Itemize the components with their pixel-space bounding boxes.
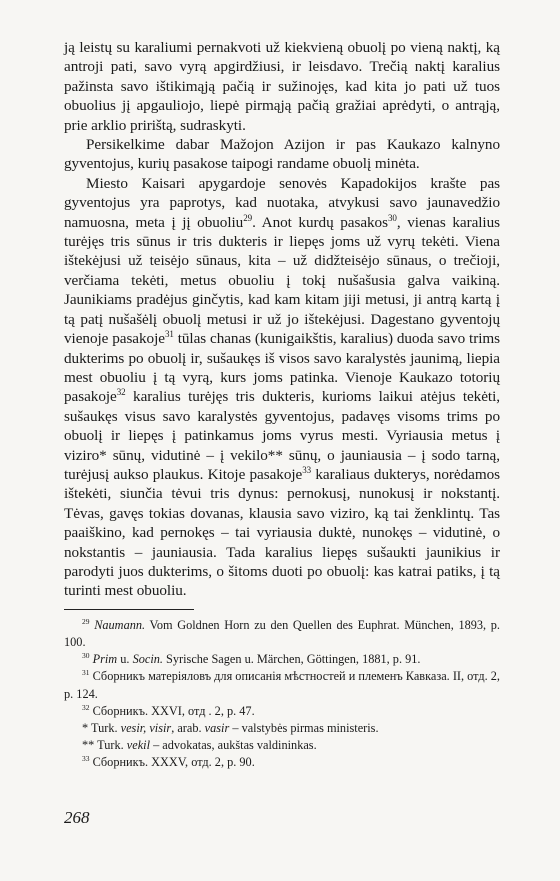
footnote-ref: 29 bbox=[82, 616, 90, 626]
text-run: Сборникъ матеріяловъ для описанія мѣстностей и племенъ Кавказа. II, отд. 2, р. 124. bbox=[64, 669, 500, 701]
text-run: Syrische Sagen u. Märchen, Göttingen, 1881, p. 91. bbox=[162, 652, 421, 667]
footnote-divider bbox=[64, 609, 194, 610]
page-number: 268 bbox=[64, 808, 90, 827]
text-run: . Anot kurdų pasakos bbox=[252, 213, 388, 231]
text-run: karalius turėjęs tris dukteris, kurioms laikui atėjus tekėti, sušaukęs visus savo karalystės gyventojus, padavęs visoms trims po obuolį ir liepęs į patinkamus joms vyrus mesti. Vyriausia metus į viziro* sūnų, vidutinė – į vekilo** sūnų, o jauniausia – į sodo tarną, turėjusį aukso plaukus. Kitoje pasakoje bbox=[64, 388, 500, 483]
footnote bbox=[64, 703, 500, 720]
footnote bbox=[64, 617, 500, 651]
text-run: , vienas karalius turėjęs tris sūnus ir tris dukteris ir liepęs joms už vyrų tekėti. Viena ištekėjusi už teisėjo sūnaus, kita – už didžteisėjo sūnaus, o trečioji, verčiama tekėti, metus obuoliu į tokį nušašusia galva vaikiną. Jaunikiams pradėjus ginčytis, kad kam kitam jiji metusi, ji antrą kartą į tą patį nušašėlį obuolį metusi ir už jo ištekėjusi. Dagestano gyventojų vienoje pasakoje bbox=[64, 213, 501, 348]
italic-text: Prim bbox=[92, 652, 118, 667]
italic-text: Naumann. bbox=[94, 617, 146, 632]
italic-text: vesir, visir bbox=[120, 721, 172, 735]
footnote bbox=[64, 737, 500, 754]
footnote bbox=[64, 720, 500, 737]
text-run: Сборникъ. XXXV, отд. 2, p. 90. bbox=[89, 755, 255, 770]
text-run: – advokatas, aukštas valdininkas. bbox=[150, 738, 317, 753]
italic-text: vekil bbox=[126, 738, 150, 753]
text-run: Persikelkime dabar Mažojon Azijon ir pas Kaukazo kalnyno gyventojus, kurių pasakose taipogi randame obuolį minėta. bbox=[64, 136, 500, 173]
footnote bbox=[64, 651, 500, 668]
footnote-ref: 30 bbox=[387, 212, 397, 223]
text-run: Miesto Kaisari apygardoje senovės Kapadokijos krašte pas gyventojus yra paprotys, kad nuotaka, atvykusi savo jaunavedžio namuosna, meta į jį obuoliu bbox=[64, 174, 500, 231]
main-text bbox=[64, 38, 500, 601]
text-run: Vom Goldnen Horn zu den Quellen des Euphrat. München, 1893, p. 100. bbox=[64, 617, 501, 649]
footnote-ref: 30 bbox=[82, 651, 90, 661]
footnote-ref: 32 bbox=[82, 702, 90, 712]
footnotes bbox=[64, 617, 500, 772]
footnote-ref: 32 bbox=[116, 387, 126, 398]
text-run: tūlas chanas (kunigaikštis, karalius) duoda savo trims dukterims po obuolį ir, sušaukęs iš visos savo karalystės jaunimą, liepia mest obuoliu į tą vyrą, kurs joms patinka. Vienoje Kaukazo totorių pasakoje bbox=[64, 330, 501, 406]
paragraph bbox=[64, 174, 500, 601]
footnote-ref: 33 bbox=[302, 464, 312, 475]
footnote-ref: 31 bbox=[82, 668, 90, 678]
text-run: ją leistų su karaliumi pernakvoti už kiekvieną obuolį po vieną naktį, ką antroji pati, savo vyrą apgirdžiusi, ir leisdavo. Trečią naktį karalius pažinsta savo ištikimąją pačią ir sužinojęs, kad kita jo pati už tuos obuolius jį apgauliojo, liepė pirmąją pačią gražiai aprėdyti, o antrąją, prie arklio pririštą, sudraskyti. bbox=[64, 39, 500, 134]
text-run: * Turk. bbox=[82, 721, 121, 735]
footnote bbox=[64, 668, 500, 702]
text-run: karaliaus dukterys, norėdamos ištekėti, siunčia tėvui tris dynus: pernokusį, nunokusį ir nokstantį. Tėvas, gavęs tokias dovanas, klausia savo viziro, ką tai ženklintų. Tas paaiškino, kad pernokęs – tai vyriausia duktė, nunokęs – vidutinė, o nokstantis – jauniausia. Tada karalius liepęs sušaukti jaunikius ir parodyti juos dukterims, o šitoms duoti po obuolį: kas katrai patiks, į tą turinti mest obuoliu. bbox=[64, 465, 500, 600]
italic-text: vasir bbox=[204, 721, 230, 735]
text-run: , arab. bbox=[171, 721, 205, 735]
footnote-ref: 31 bbox=[164, 329, 174, 340]
paragraph bbox=[64, 38, 500, 135]
text-run: u. bbox=[117, 652, 133, 667]
text-run: ** Turk. bbox=[82, 738, 127, 753]
text-run: Сборникъ. XXVI, отд . 2, p. 47. bbox=[89, 703, 255, 718]
footnote bbox=[64, 754, 500, 771]
footnote-ref: 29 bbox=[243, 212, 253, 223]
paragraph bbox=[64, 135, 500, 174]
text-run: – valstybės pirmas ministeris. bbox=[229, 721, 379, 735]
italic-text: Socin. bbox=[132, 652, 163, 667]
footnote-ref: 33 bbox=[82, 754, 90, 764]
